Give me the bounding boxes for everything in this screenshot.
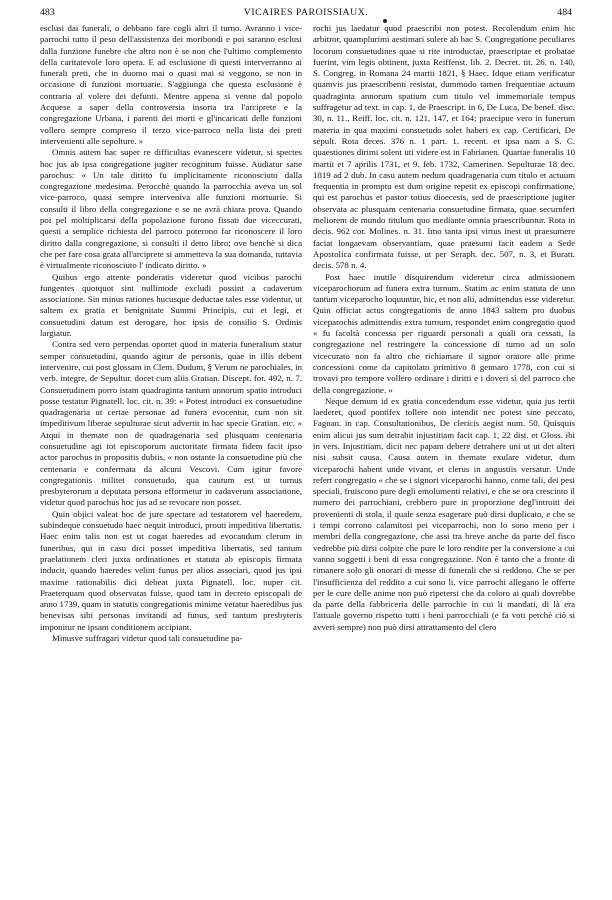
- running-title: VICAIRES PAROISSIAUX.: [243, 7, 369, 18]
- paragraph: Minusve suffragari videtur quod tali consuetudine pa-: [52, 633, 243, 644]
- paragraph: Quin objici valeat hoc de jure spectare ad testatorem vel haeredem, subindeque consuetudo haec nequit introduci, prouti impeditiva libertatis. Haec enim talis non est ut cogat haeredes ad evocandum clerum in funeribus, qui in casu dici posset impeditiva libertatis, sed tantum praelationem cleri juxta ordinationes et statuta ab episcopis firmata inducit, quando haeredes velint funus per alios associari, quod jus ipsi maxime rationabilis dici debeat juxta Pignatell. loc. nuper cit. Praeterquam quod observatas fuisse, quod tam in decreto episcopali de anno 1739, quam in statutis congregationis minime vetatur haeredibus jus benevisas sibi personas invitandi ad funus, sed tantum presbyteris imponitur ne ipsam conditionem accipiant.: [40, 508, 302, 632]
- paragraph: rochi jus laedatur quod praescribi non potest. Recolendum enim hic arbitror, quamplurimi aestimari solere ab hac S. Congregatione peculiares locorum consuetudines quae si rite introductae, praescriptae et probatae fuerint, vim legis obtinent, juxta Reiffenst. lib. 2. Decret. tit. 26. n. 140, S. Congreg. in Romana 24 martii 1821, § Haec. Idque etiam verificatur quamvis jus praescribenti resistat, dummodo tamen frequentiae actuum quadraginta annorum spatium cum titulo vel immemoriale tempus suffragetur ad text. in cap. 1, de Praescript. in 6, De Luca, De benef. disc. 30, n. 11., Reiff. loc. cit. n. 121, 147, et 164; praecipue vero in funerum materia in qua maximi consuetudo solet haberi ex cap. Certificari, De sepult. Rota deces. 376 n. 1 part. 1. recent. et ipsa nam a S. C. quaestiones dirimi solent uti videre est in Fabrianen. Quartae funeralis 10 martii et 7 aprilis 1731, et 9. feb. 1732, Camerinen. Sepulturae 18 dec. 1819 ad 2 dub. In casu autem nedum quadragenaria cum titulo et actuum frequentia in promptu est dum origine repetit ex episcopi confirmatione, qui est parochus et pastor totius dioecesis, sed de praescriptione jugiter observata ac plusquam centenaria consuetudine firmata, quae securnfert meliorem de mundo titulum quo mediante omnia praescribuntur. Rota in decis. 962 cor. Molines. n. 31. Imo tanta ipsi virtus inest ut praesumere faciat longaevam observantiam, quae praesumi facit eadem a Sede Apostolica confirmata fuisse, ut per Seraph. dec. 507, n. 3, et Buratt. decis. 578 n. 4.: [313, 23, 575, 271]
- paragraph: esclusi dai funerali, o debbano fare cogli altri il turno. Avranno i vice-parrochi tutto il peso dell'assistenza dei moribondi e poi saranno esclusi dalla funzione funebre che altro non è se non che l'ultimo complemento della caritatevole loro opera. E ad esclusione di questi interverranno ai funerali preti, che in duomo mai o quasi mai si veggono, se non in occasione di funzioni mortuarie. S'aggiunga che questa esclusione è contraria al volere dei defunti. Mentre appena si venne dal popolo Acquese a saper della controversia insorta tra l'arciprete e la congregazione Urbana, i parenti dei morti e gl'incaricati delle funzioni vollero sempre compreso il terzo vice-parroco nella lista dei preti intervenienti alle sepolture. »: [40, 23, 302, 146]
- page-number-left: 483: [40, 7, 55, 18]
- page-number-right: 484: [557, 7, 572, 18]
- left-column: [40, 23, 302, 883]
- paragraph: Omnis autem hac super re difficultas evanescere videtur, si spectes hoc jus ab ipsa congregatione jugiter recognitum fuisse. Audiatur sane parochus: « Un tale diritto fu implicitamente riconosciuto dalla congregazione medesima. Perocchè quando la parrocchia aveva un sol vice-parroco, quasi sempre interveniva alle funzioni mortuarie. Si consulti il libro della congregazione e se ne avrà chiara prova. Quando poi pel moltiplicarsi della popolazione furono fissati due viceccurati, questi a semplice richiesta del parroco poterono far riconoscere il loro diritto dalla congregazione, si consulti il detto libro; ove benchè si dica che per fare cosa grata all'arciprete si ammetteva la sua domanda, tuttavia è virtualmente riconosciuto l' indicato diritto. »: [40, 147, 302, 271]
- right-column: [313, 23, 575, 883]
- paragraph: Quibus ergo attente ponderatis videretur quod vicibus parochi fungentes quotquot sint nullimode excludi possint a cadaverum associatione. Sin minus rationes hucusque deductae tales esse videntur, ut saltem ex gratia et benignitate Summi Principis, cui et legi, et consuetudini datum est derogare, hoc ipsis de consilio S. Ordinis largiatur.: [40, 271, 302, 339]
- paragraph: Contra sed vero perpendas oportet quod in materia funeralium statur semper consuetudini, quando agitur de personis, quae in illis debent intervenire, cui post glossam in Clem. Dudum, § Verum ne parochiales, in verb. integre, de Sepultur. docet cum aliis Gratian. Discept. for. 492, n. 7. Consuetudinem porro istam quadraginta tantum annorum spatio introduci posse testatur Pignatell. loc. cit. n. 39: « Potest introduci ex consuetudine quadragenaria ut certae personae ad funera evocentur, cum non sit impeditivum liberae sepulturae sicut advertit in hac specie Gratian. etc. » Atqui in themate non de quadragenaria sed plusquam centenaria consuetudine agi tot episcoporum auctoritate firmata fidem facit ipso actor parochus in propositis dubiis, « non ostante la consuetudine più che centenaria e confermata da alcuni Vescovi. Cum igitur favore congregationis militet consuetudo, qua cautum est ut turnus presbyterorum a deputata persona efformetur in cadaverum associatione, videtur quod parochus hoc jus ad se revocare non posset.: [40, 339, 302, 508]
- paragraph: Post haec inutile disquirendum videretur circa admissionem viceparochorum ad funera extra turnum. Statim ac enim statuta de uno tantum viceparocho loquuntur, hic, et non alii, admittendus esse videretur. Quin officiat actus congregationis de anno 1843 saltem pro duobus viceparochis admittendis extra turnum, respondet enim congregatio quod « fu facoltà concessa per riguardi personali a quali ora cessati, la congregazione nel restringere la concessione di turno ad un solo vicecurato non fa altro che richiamare il signor oratore alle prime concessioni come da capitolato primitivo 8 gennaro 1778, con cui si trovavi pro tempore vollero ordinare i diritti e i doveri sì del parroco che della congregazione. »: [313, 271, 575, 395]
- paragraph: Neque demum id ex gratia concedendum esse videtur, quia jus tertii laederet, quod pontifex tollere non intendit nec potest sine peccato, Fagnan. in cap. Consultationibus, De clericis aegist num. 50. Quisquis enim alicui jus sum detrahit injustitiam facit cap. 1, 22 dist. et Gloss. ibi in vers. Injustitiam, dicit nec papam debere detrahere uni ut ut det alteri nisi subsit causa. Causa autem in themate exulare videtur, dum viceparochi habent unde vivant, et clerus in angustiis versatur. Unde refert congregatio « che se i signori viceparochi hanno, come tali, dei pesi speciali, fruiscono pure degli emolumenti relativi, e che se ora crescinto il numero dei parrochiani, crebbero pure in proporzione degl'introiti dei provenienti di stola, il quale senza esagerare può dirsi duplicato, e che se i tempi corrono calamitosi pei viceparrochi, non lo sono meno per i membri della congregazione, che assi tra breve anche da parte del fisco vedrebbe più dirsi colpite che pure le loro rendite per la conversione a cui vanno soggetti i beni di essa congregazione. Non è tanto che a fronte di rimanere solo gli onorari di messe di funerali che si reddono. Che se per l'insufficienza del reddito a cui sono li, vice parrochi allegano le offerte per le cure delle anime non può ripetersi che da coloro ai quali dovrebbe da parte della fabbriceria delle parrochie in cui li mandati, di là era l'attuale governo rispetto tutti i beni parrocchiali (e fa voti perchè ciò si avveri sempre) non può dirsi attrattamento del clero: [313, 395, 575, 632]
